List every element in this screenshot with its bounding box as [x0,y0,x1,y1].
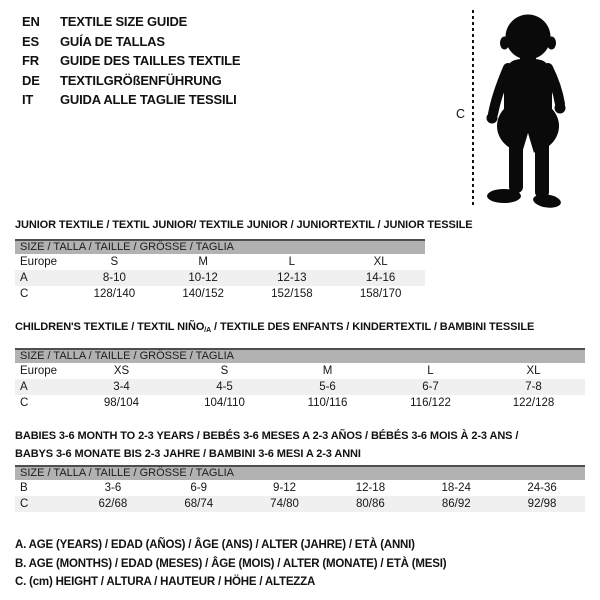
section-heading-junior: JUNIOR TEXTILE / TEXTIL JUNIOR/ TEXTILE JUNIOR / JUNIORTEXTIL / JUNIOR TESSILE [15,219,473,231]
table-cell: 6-7 [422,381,439,393]
table-cell: 8-10 [102,272,126,284]
table-cell: 9-12 [273,482,297,494]
table-cell: 80/86 [356,498,385,510]
table-row [15,286,425,302]
language-code: EN [22,14,40,29]
row-label: C [20,498,29,510]
table-cell: XL [373,256,388,268]
language-title: GUIDE DES TAILLES TEXTILE [60,53,241,68]
legend-footnotes [15,536,446,592]
table-cell: M [322,365,333,377]
table-cell: 104/110 [204,397,245,409]
table-cell: 92/98 [527,498,557,510]
row-label: B [20,482,28,494]
section-heading-children [15,320,534,338]
table-cell: 4-5 [216,381,233,393]
table-cell: 68/74 [184,498,214,510]
row-label: Europe [20,365,58,377]
size-table-junior [15,239,425,302]
heading-subscript: /A [204,327,212,334]
footnote-c: C. (cm) HEIGHT / ALTURA / HAUTEUR / HÖHE / ALTEZZA [15,576,316,588]
size-table-header-junior: SIZE / TALLA / TAILLE / GRÖSSE / TAGLIA [15,239,425,254]
height-measure-label: C [456,107,465,121]
table-cell: 14-16 [365,272,396,284]
language-title: GUIDA ALLE TAGLIE TESSILI [60,92,237,107]
table-row [15,254,425,270]
size-table-babies [15,465,585,512]
table-cell: 6-9 [190,482,208,494]
language-row [22,90,240,110]
table-cell: 12-13 [277,272,307,284]
table-row [15,270,425,286]
table-cell: 116/122 [410,397,451,409]
language-row [22,32,240,52]
table-cell: 24-36 [527,482,557,494]
table-cell: 98/104 [103,397,140,409]
table-cell: 12-18 [355,482,386,494]
language-title: GUÍA DE TALLAS [60,33,165,49]
table-cell: 7-8 [525,381,542,393]
language-row [22,71,240,91]
table-cell: L [288,256,296,268]
table-cell: S [110,256,119,268]
table-cell: S [220,365,229,377]
language-code: DE [22,72,40,88]
language-code: IT [22,92,34,107]
junior-table [15,254,425,302]
size-table-header-babies: SIZE / TALLA / TAILLE / GRÖSSE / TAGLIA [15,465,585,480]
heading-text: / TEXTILE DES ENFANTS / KINDERTEXTIL / BAMBINI TESSILE [211,321,535,333]
table-cell: L [427,365,434,377]
table-cell: 140/152 [182,288,224,300]
language-row [22,12,240,32]
table-cell: 152/158 [271,288,313,300]
height-dashed-line [472,10,474,206]
row-label: A [20,272,28,284]
language-code: FR [22,53,39,68]
row-label: C [20,288,29,300]
language-row [22,51,240,71]
table-cell: XL [526,365,541,377]
footnote-b: B. AGE (MONTHS) / EDAD (MESES) / ÂGE (MOIS) / ALTER (MONATE) / ETÀ (MESI) [15,557,447,570]
table-row [15,395,585,411]
table-cell: 62/68 [98,498,128,510]
footnote-a: A. AGE (YEARS) / EDAD (AÑOS) / ÂGE (ANS) / ALTER (JAHRE) / ETÀ (ANNI) [15,539,415,551]
table-cell: 128/140 [93,288,136,300]
heading-text: CHILDREN'S TEXTILE / TEXTIL NIÑO [15,321,205,333]
table-row [15,480,585,496]
language-title: TEXTILGRÖßENFÜHRUNG [60,72,222,88]
table-cell: 3-4 [113,381,130,393]
table-row [15,363,585,379]
size-table-children [15,348,585,411]
row-label: A [20,381,28,393]
table-cell: 74/80 [270,498,299,510]
table-cell: 18-24 [441,482,471,494]
table-cell: 158/170 [359,288,402,300]
table-cell: XS [113,365,130,377]
heading-line: BABYS 3-6 MONATE BIS 2-3 JAHRE / BAMBINI 3-6 MESI A 2-3 ANNI [15,448,361,460]
row-label: Europe [20,256,58,268]
section-heading-babies [15,427,518,463]
table-cell: 86/92 [441,498,471,510]
language-title-list [22,12,240,110]
language-title: TEXTILE SIZE GUIDE [60,14,188,29]
row-label: C [20,397,29,409]
babies-table [15,480,585,512]
baby-silhouette-icon [478,6,578,208]
table-cell: 5-6 [319,381,336,393]
table-cell: 10-12 [188,272,218,284]
table-cell: M [198,256,208,268]
table-cell: 3-6 [104,482,122,494]
children-table [15,363,585,411]
table-cell: 122/128 [512,397,555,409]
table-row [15,496,585,512]
language-code: ES [22,33,39,49]
heading-line: BABIES 3-6 MONTH TO 2-3 YEARS / BEBÉS 3-6 MESES A 2-3 AÑOS / BÉBÉS 3-6 MOIS À 2-3 ANS / [15,430,519,442]
size-table-header-children: SIZE / TALLA / TAILLE / GRÖSSE / TAGLIA [15,348,585,363]
table-row [15,379,585,395]
table-cell: 110/116 [307,397,348,409]
